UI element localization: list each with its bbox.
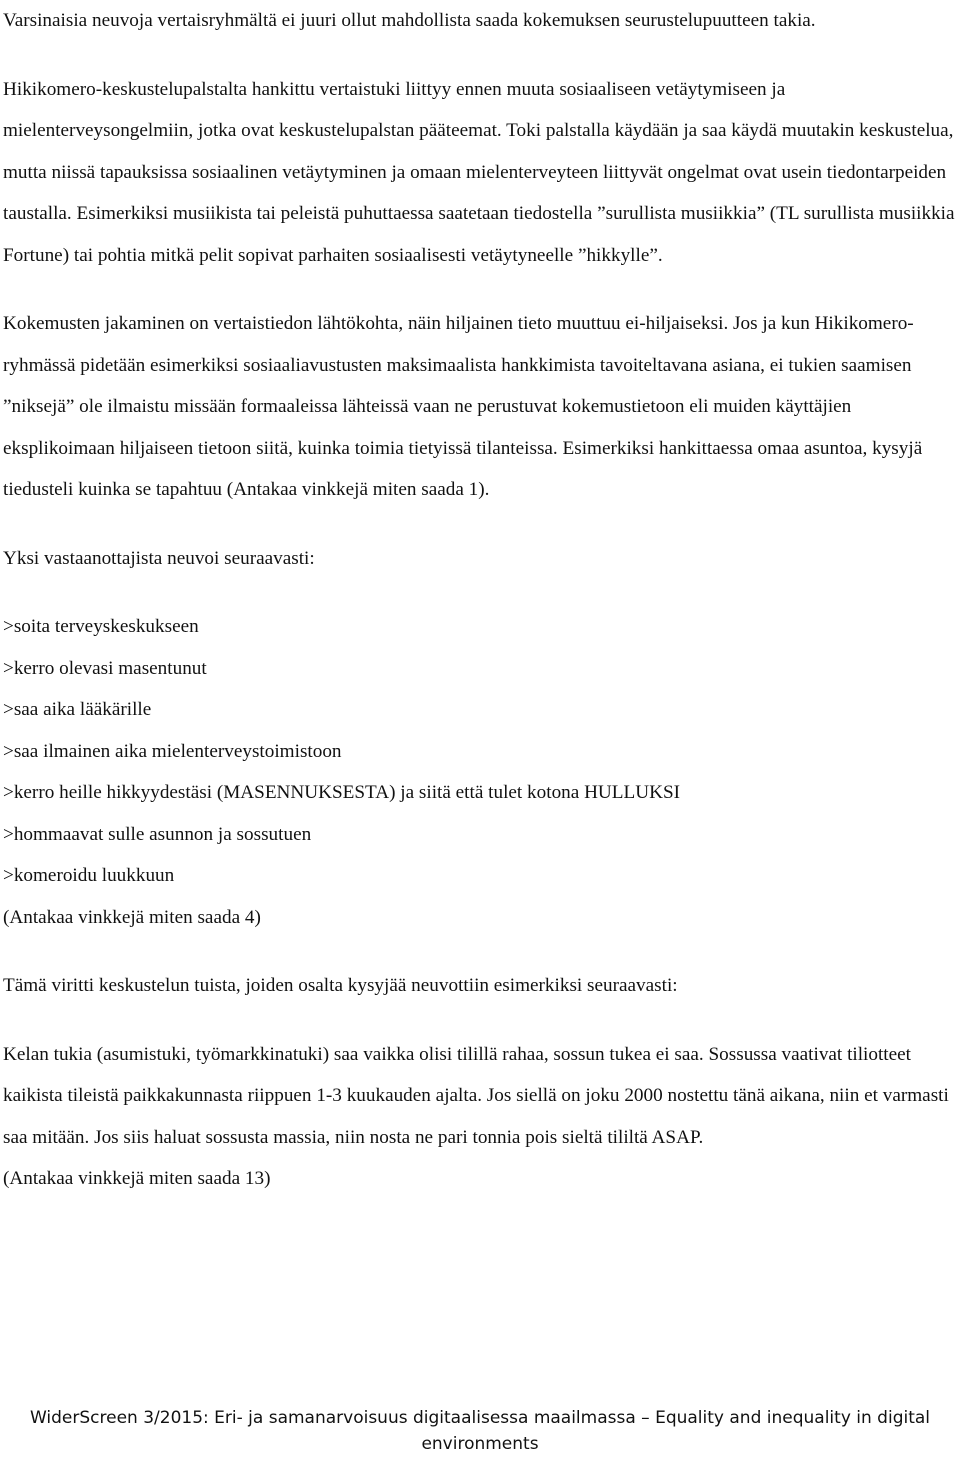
paragraph-tacit-knowledge: Kokemusten jakaminen on vertaistiedon lähtökohta, näin hiljainen tieto muuttuu ei-hiljaiseksi. Jos ja kun Hikikomero-ryhmässä pidetään esimerkiksi sosiaaliavustusten maksimaalista hankkimista tavoiteltavana asiana, ei tukien saamisen ”niksejä” ole ilmaistu missään formaaleissa lähteissä vaan ne perustuvat kokemustietoon eli muiden käyttäjien eksplikoimaan hiljaiseen tietoon siitä, kuinka toimia tietyissä tilanteissa. Esimerkiksi hankittaessa omaa asuntoa, kysyjä tiedusteli kuinka se tapahtuu (Antakaa vinkkejä miten saada 1).: [3, 313, 923, 500]
advice-list-item: >kerro olevasi masentunut: [3, 657, 207, 679]
advice-list-item: >komeroidu luukkuun: [3, 865, 175, 886]
advice-list-item: >kerro heille hikkyydestäsi (MASENNUKSESTA) ja siitä että tulet kotona HULLUKSI: [3, 782, 681, 803]
paragraph-advice-intro: Yksi vastaanottajista neuvoi seuraavasti:: [3, 547, 315, 569]
advice-list-item: >saa ilmainen aika mielenterveystoimistoon: [3, 740, 342, 762]
paragraph-intro: Varsinaisia neuvoja vertaisryhmältä ei juuri ollut mahdollista saada kokemuksen seurustelupuutteen takia.: [3, 10, 816, 31]
paragraph-benefits-source: (Antakaa vinkkejä miten saada 13): [3, 1168, 271, 1189]
paragraph-peer-support: Hikikomero-keskustelupalstalta hankittu vertaistuki liittyy ennen muuta sosiaaliseen vetäytymiseen ja mielenterveysongelmiin, jotka ovat keskustelupalstan pääteemat. Toki palstalla käydään ja saa käydä muutakin keskustelua, mutta niissä tapauksissa sosiaalinen vetäytyminen ja omaan mielenterveyteen liittyvät ongelmat ovat usein tiedontarpeiden taustalla. Esimerkiksi musiikista tai peleistä puhuttaessa saatetaan tiedostella ”surullista musiikkia” (TL surullista musiikkia Fortune) tai pohtia mitkä pelit sopivat parhaiten sosiaalisesti vetäytyneelle ”hikkylle”.: [3, 78, 955, 266]
advice-list-item: >saa aika lääkärille: [3, 699, 152, 720]
paragraph-benefits-quote: Kelan tukia (asumistuki, työmarkkinatuki) saa vaikka olisi tilillä rahaa, sossun tukea ei saa. Sossussa vaativat tiliotteet kaikista tileistä paikkakunnasta riippuen 1-3 kuukauden ajalta. Jos siellä on joku 2000 nostettu tänä aikana, niin et varmasti saa mitään. Jos siis haluat sossusta massia, niin nosta ne pari tonnia pois sieltä tililtä ASAP.: [3, 1043, 949, 1148]
document-body: [3, 0, 960, 1200]
paragraph-benefits-intro: Tämä viritti keskustelun tuista, joiden osalta kysyjää neuvottiin esimerkiksi seuraavasti:: [3, 975, 678, 996]
advice-list-item: >soita terveyskeskukseen: [3, 616, 199, 637]
advice-list-source: (Antakaa vinkkejä miten saada 4): [3, 906, 261, 928]
advice-list-item: >hommaavat sulle asunnon ja sossutuen: [3, 823, 312, 845]
page-footer: WiderScreen 3/2015: Eri- ja samanarvoisuus digitaalisessa maailmassa – Equality and inequality in digital environments: [29, 1408, 931, 1454]
advice-list: [3, 606, 960, 938]
